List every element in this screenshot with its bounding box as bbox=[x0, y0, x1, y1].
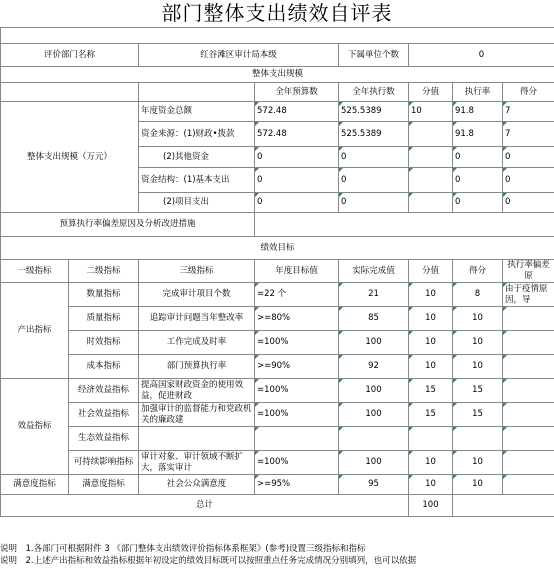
scale-row-name: 资金来源：(1)财政•拨款 bbox=[139, 122, 255, 147]
goal-row-reason[interactable] bbox=[503, 427, 554, 451]
notes bbox=[0, 543, 554, 567]
goal-header-row bbox=[1, 260, 554, 283]
sub-unit-label: 下属单位个数 bbox=[339, 44, 409, 67]
goal-row bbox=[1, 403, 554, 427]
blank-row bbox=[1, 28, 554, 44]
scale-row-rate[interactable]: 91.8 bbox=[453, 102, 503, 122]
note-line: 说明 1.各部门可根据附件 3 《部门整体支出绩效评价指标体系框架》(参考)设置三级指标和指标 bbox=[0, 544, 366, 554]
total-row bbox=[1, 495, 554, 517]
group-satisfaction: 满意度指标 bbox=[1, 475, 69, 495]
goal-row-score[interactable]: 10 bbox=[409, 355, 453, 379]
goal-row-score[interactable]: 15 bbox=[409, 379, 453, 403]
goal-row-level2: 时效指标 bbox=[69, 331, 139, 355]
goal-row-level3: 部门预算执行率 bbox=[139, 355, 255, 379]
deviation-field[interactable] bbox=[255, 213, 554, 237]
goal-row bbox=[1, 283, 554, 307]
goal-row-target[interactable]: >=80% bbox=[255, 307, 339, 331]
header-rate: 执行率 bbox=[453, 83, 503, 102]
goal-row-score[interactable]: 10 bbox=[409, 283, 453, 307]
total-score[interactable]: 100 bbox=[409, 495, 453, 517]
goal-row-target[interactable]: =22 个 bbox=[255, 283, 339, 307]
header-budget: 全年预算数 bbox=[255, 83, 339, 102]
goal-row bbox=[1, 451, 554, 475]
goal-header-score: 分值 bbox=[409, 260, 453, 283]
goal-row-score[interactable]: 10 bbox=[409, 331, 453, 355]
goal-row-gain[interactable]: 15 bbox=[453, 403, 503, 427]
goal-row-level3: 社会公众满意度 bbox=[139, 475, 255, 495]
scale-row-rate[interactable]: 0 bbox=[453, 147, 503, 168]
goal-row-level3 bbox=[139, 427, 255, 451]
goal-row-target[interactable]: =100% bbox=[255, 451, 339, 475]
group-output: 产出指标 bbox=[1, 283, 69, 379]
section-goals-title: 绩效目标 bbox=[1, 237, 554, 260]
scale-row bbox=[1, 102, 554, 122]
total-gain[interactable] bbox=[453, 495, 554, 517]
total-label: 总计 bbox=[1, 495, 409, 517]
goal-row-gain[interactable]: 10 bbox=[453, 307, 503, 331]
note-line: 说明 2.上述产出指标和效益指标根据年初设定的绩效目标既可以按照重点任务完成情况分别填列，也可以依据 bbox=[0, 556, 417, 566]
sub-unit-count[interactable]: 0 bbox=[409, 44, 554, 67]
goal-row-level2: 成本指标 bbox=[69, 355, 139, 379]
page-title: 部门整体支出绩效自评表 bbox=[161, 1, 393, 25]
goal-row-gain[interactable]: 15 bbox=[453, 379, 503, 403]
goal-row-actual[interactable]: 100 bbox=[339, 451, 409, 475]
goal-row-score[interactable]: 15 bbox=[409, 403, 453, 427]
scale-row-name: (2)项目支出 bbox=[139, 193, 255, 213]
dept-label: 评价部门名称 bbox=[1, 44, 139, 67]
scale-row-budget[interactable]: 0 bbox=[255, 193, 339, 213]
goal-row-reason[interactable] bbox=[503, 451, 554, 475]
scale-row-name: (2)其他资金 bbox=[139, 147, 255, 168]
scale-row-gain[interactable]: 7 bbox=[503, 102, 554, 122]
section-scale-title: 整体支出规模 bbox=[1, 67, 554, 83]
goal-row bbox=[1, 355, 554, 379]
goal-row-gain[interactable]: 10 bbox=[453, 475, 503, 495]
goal-row bbox=[1, 307, 554, 331]
goal-row-level2: 可持续影响指标 bbox=[69, 451, 139, 475]
header-score: 分值 bbox=[409, 83, 453, 102]
scale-header-blank bbox=[1, 83, 139, 102]
goal-row bbox=[1, 427, 554, 451]
scale-row-rate[interactable]: 91.8 bbox=[453, 122, 503, 147]
goal-row-target[interactable]: =100% bbox=[255, 379, 339, 403]
goal-row-target[interactable]: =100% bbox=[255, 403, 339, 427]
scale-row-gain[interactable]: 0 bbox=[503, 168, 554, 193]
goal-row-reason[interactable] bbox=[503, 379, 554, 403]
scale-section-row bbox=[1, 67, 554, 83]
scale-row-score[interactable] bbox=[409, 147, 453, 168]
goal-row-reason[interactable] bbox=[503, 475, 554, 495]
goal-row-score[interactable] bbox=[409, 427, 453, 451]
group-effect: 效益指标 bbox=[1, 379, 69, 475]
goal-header-gain: 得分 bbox=[453, 260, 503, 283]
goal-row bbox=[1, 331, 554, 355]
goals-section-row bbox=[1, 237, 554, 260]
scale-row-gain[interactable]: 0 bbox=[503, 147, 554, 168]
scale-row-actual[interactable]: 525.5389 bbox=[339, 122, 409, 147]
scale-row-gain[interactable]: 7 bbox=[503, 122, 554, 147]
goal-header-level3: 三级指标 bbox=[139, 260, 255, 283]
goal-row-level2: 质量指标 bbox=[69, 307, 139, 331]
goal-row-level2: 数量指标 bbox=[69, 283, 139, 307]
scale-row-actual[interactable]: 0 bbox=[339, 147, 409, 168]
goal-row-target[interactable]: >=95% bbox=[255, 475, 339, 495]
goal-row-gain[interactable] bbox=[453, 427, 503, 451]
goal-row-score[interactable]: 10 bbox=[409, 475, 453, 495]
scale-row-name: 年度资金总额 bbox=[139, 102, 255, 122]
scale-row-actual[interactable]: 525.5389 bbox=[339, 102, 409, 122]
goal-row-level2: 社会效益指标 bbox=[69, 403, 139, 427]
goal-row-level3: 追踪审计问题当年整改率 bbox=[139, 307, 255, 331]
goal-row-level3: 审计对象、审计领域不断扩大，落实审计 bbox=[139, 451, 255, 475]
goal-header-reason: 执行率偏差原 bbox=[503, 260, 554, 283]
scale-header-row bbox=[1, 83, 554, 102]
scale-row-budget[interactable]: 0 bbox=[255, 168, 339, 193]
deviation-row bbox=[1, 213, 554, 237]
goal-row-reason[interactable] bbox=[503, 307, 554, 331]
goal-row-score[interactable]: 10 bbox=[409, 307, 453, 331]
goal-header-level1: 一级指标 bbox=[1, 260, 69, 283]
goal-row-level2: 生态效益指标 bbox=[69, 427, 139, 451]
header-gain: 得分 bbox=[503, 83, 554, 102]
goal-row-actual[interactable]: 100 bbox=[339, 331, 409, 355]
scale-row-actual[interactable]: 0 bbox=[339, 168, 409, 193]
goal-row-level2: 满意度指标 bbox=[69, 475, 139, 495]
scale-row-rate[interactable]: 0 bbox=[453, 168, 503, 193]
goal-row-actual[interactable]: 21 bbox=[339, 283, 409, 307]
goal-row-level3: 提高国家财政资金的使用效益，促进财政 bbox=[139, 379, 255, 403]
goal-row-reason[interactable] bbox=[503, 403, 554, 427]
dept-name[interactable]: 红谷滩区审计局本级 bbox=[139, 44, 339, 67]
deviation-label: 预算执行率偏差原因及分析改进措施 bbox=[1, 213, 255, 237]
scale-row-score[interactable] bbox=[409, 168, 453, 193]
goal-row-level3: 加强审计的监督能力和党政机关的廉政建 bbox=[139, 403, 255, 427]
scale-row-score[interactable]: 10 bbox=[409, 102, 453, 122]
goal-row-actual[interactable]: 85 bbox=[339, 307, 409, 331]
goal-row bbox=[1, 475, 554, 495]
goal-row-actual[interactable] bbox=[339, 427, 409, 451]
goal-row bbox=[1, 379, 554, 403]
goal-row-reason[interactable]: 由于疫情原因，导 bbox=[503, 283, 554, 307]
header-actual: 全年执行数 bbox=[339, 83, 409, 102]
goal-row-target[interactable]: >=90% bbox=[255, 355, 339, 379]
scale-row-budget[interactable]: 572.48 bbox=[255, 102, 339, 122]
goal-row-actual[interactable]: 100 bbox=[339, 379, 409, 403]
goal-row-score[interactable]: 10 bbox=[409, 451, 453, 475]
goal-header-target: 年度目标值 bbox=[255, 260, 339, 283]
goal-row-reason[interactable] bbox=[503, 355, 554, 379]
scale-row-budget[interactable]: 0 bbox=[255, 147, 339, 168]
goal-row-actual[interactable]: 100 bbox=[339, 403, 409, 427]
scale-row-rate[interactable]: 0 bbox=[453, 193, 503, 213]
goal-row-reason[interactable] bbox=[503, 331, 554, 355]
goal-row-level2: 经济效益指标 bbox=[69, 379, 139, 403]
scale-row-budget[interactable]: 572.48 bbox=[255, 122, 339, 147]
scale-row-score[interactable] bbox=[409, 122, 453, 147]
goal-row-gain[interactable]: 10 bbox=[453, 331, 503, 355]
dept-row bbox=[1, 44, 554, 67]
scale-row-score[interactable] bbox=[409, 193, 453, 213]
goal-row-level3: 工作完成及时率 bbox=[139, 331, 255, 355]
goal-row-target[interactable]: =100% bbox=[255, 331, 339, 355]
scale-row-gain[interactable]: 0 bbox=[503, 193, 554, 213]
goal-row-target[interactable] bbox=[255, 427, 339, 451]
goal-row-actual[interactable]: 95 bbox=[339, 475, 409, 495]
goal-row-gain[interactable]: 10 bbox=[453, 355, 503, 379]
goal-row-actual[interactable]: 92 bbox=[339, 355, 409, 379]
scale-row-actual[interactable]: 0 bbox=[339, 193, 409, 213]
goal-row-level3: 完成审计项目个数 bbox=[139, 283, 255, 307]
scale-row-name: 资金结构：(1)基本支出 bbox=[139, 168, 255, 193]
scale-label: 整体支出规模（万元） bbox=[1, 102, 139, 213]
performance-table bbox=[0, 27, 554, 517]
goal-row-gain[interactable]: 10 bbox=[453, 451, 503, 475]
goal-header-level2: 二级指标 bbox=[69, 260, 139, 283]
goal-header-actual: 实际完成值 bbox=[339, 260, 409, 283]
goal-row-gain[interactable]: 8 bbox=[453, 283, 503, 307]
